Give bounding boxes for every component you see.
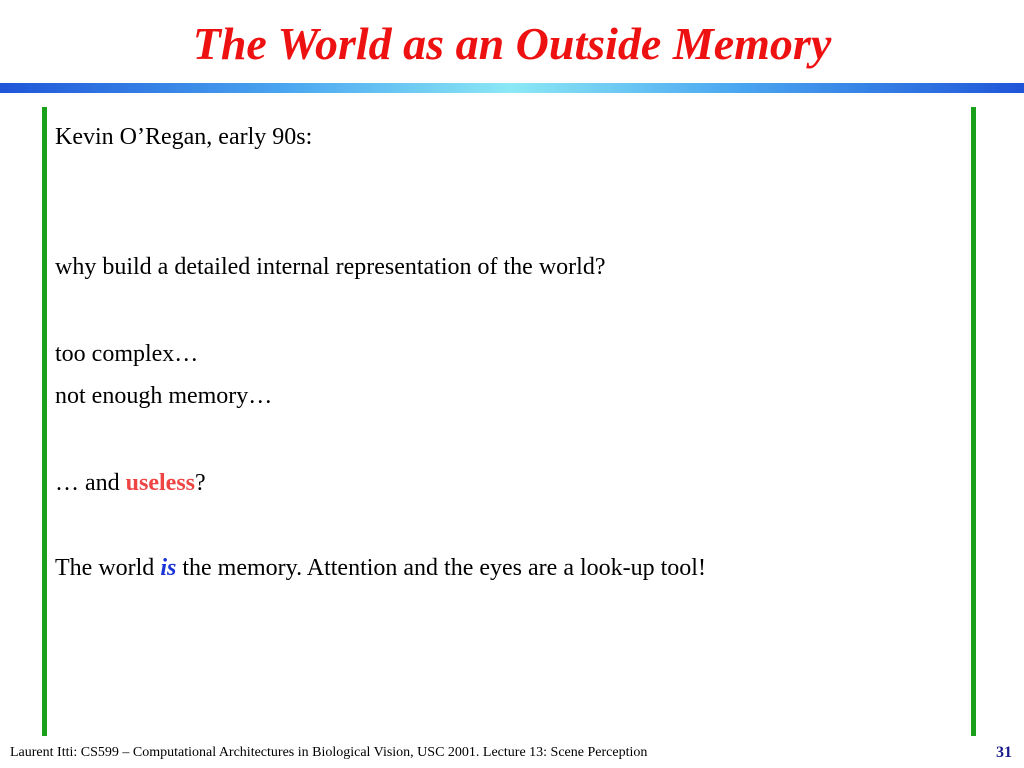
slide-footer: Laurent Itti: CS599 – Computational Architectures in Biological Vision, USC 2001. Lecture 13: Scene Perception: [10, 745, 648, 760]
body-line-useless: [55, 468, 206, 498]
body-line-author: Kevin O’Regan, early 90s:: [55, 124, 313, 150]
is-emphasis: is: [160, 555, 177, 581]
useless-prefix: … and: [55, 470, 126, 496]
world-suffix: the memory. Attention and the eyes are a look-up tool!: [176, 555, 706, 581]
left-border-line: [42, 107, 47, 736]
slide-title: The World as an Outside Memory: [192, 18, 832, 69]
body-line-not-enough-memory: not enough memory…: [55, 383, 273, 409]
right-border-line: [971, 107, 976, 736]
title-gradient-bar: [0, 83, 1024, 93]
body-line-world-is-memory: [55, 553, 706, 583]
useless-emphasis: useless: [125, 470, 195, 496]
body-line-question: why build a detailed internal representation of the world?: [55, 254, 606, 280]
useless-suffix: ?: [195, 470, 206, 496]
body-line-too-complex: too complex…: [55, 341, 199, 367]
page-number: 31: [996, 744, 1012, 761]
world-prefix: The world: [55, 555, 161, 581]
